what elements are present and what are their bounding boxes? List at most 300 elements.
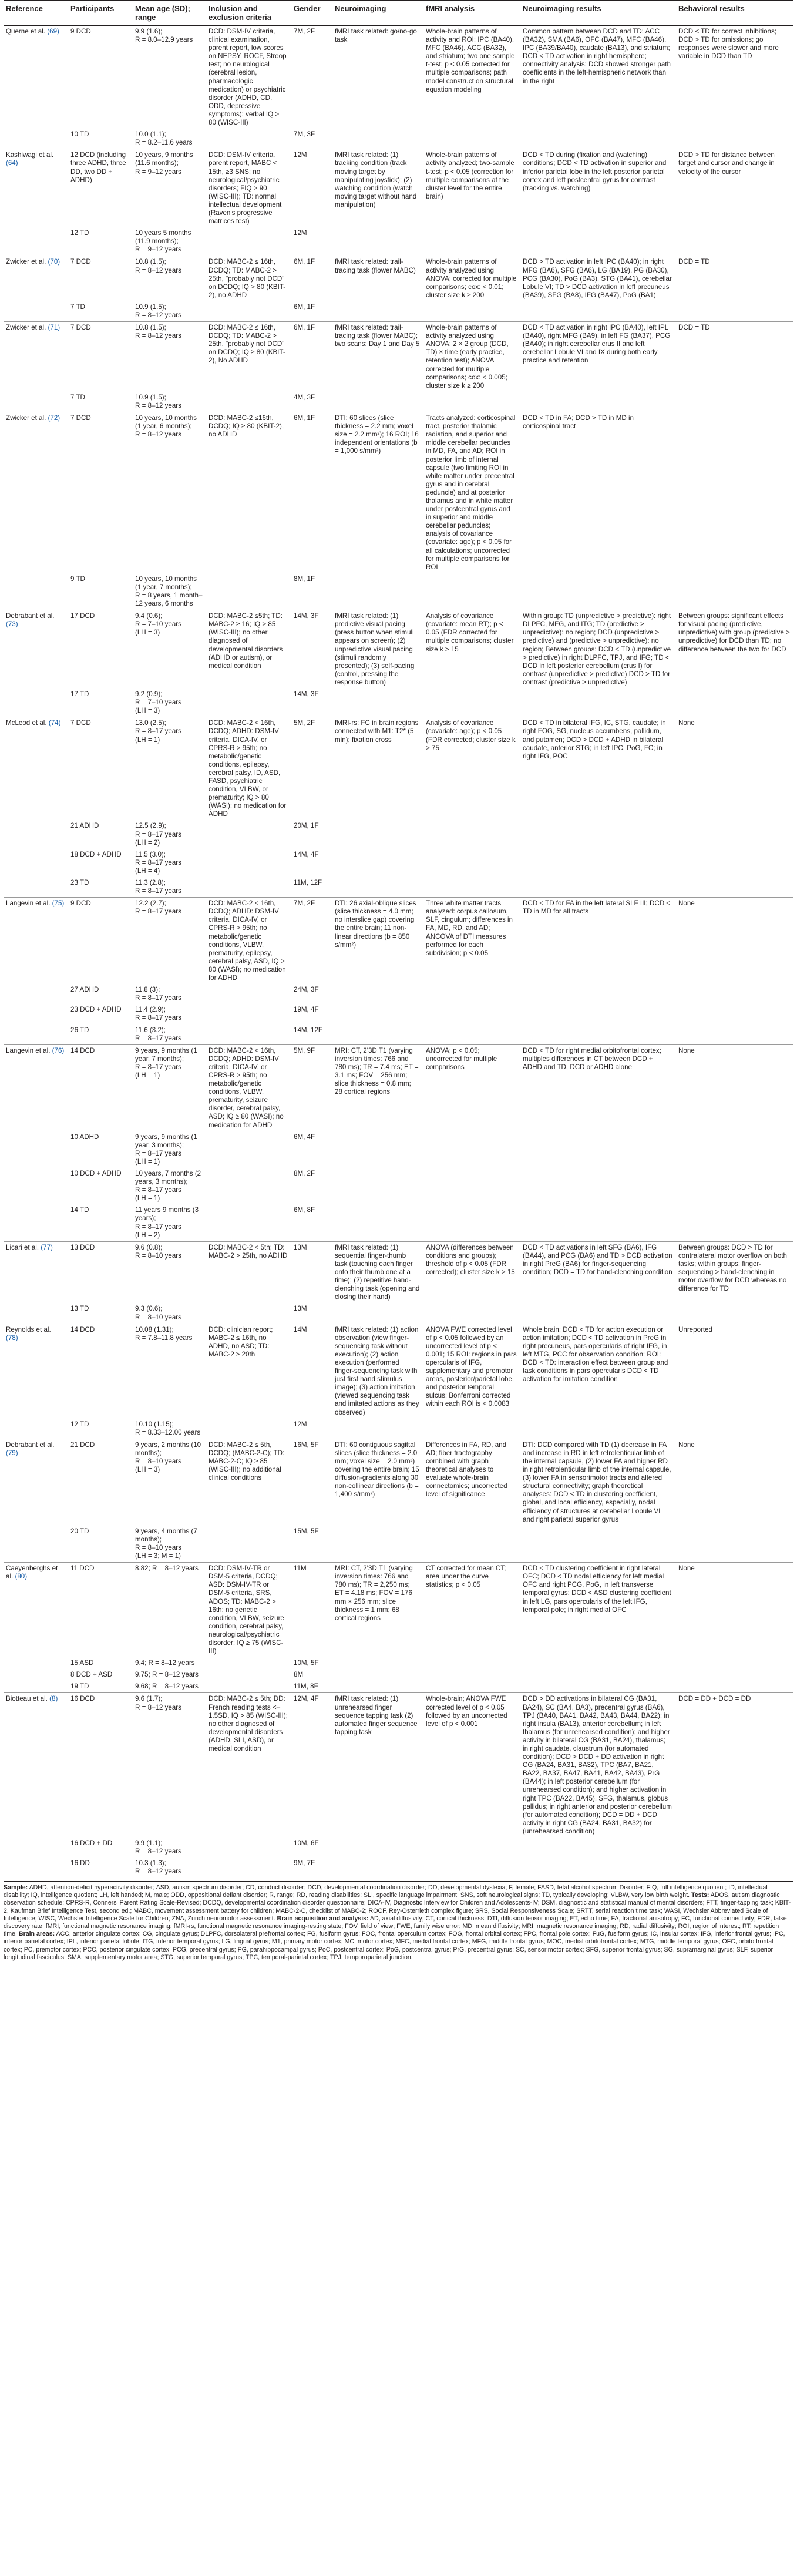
citation-link[interactable]: (71) — [48, 324, 60, 332]
gender-cell: 11M, 12F — [294, 879, 322, 886]
reference-cell — [4, 573, 68, 610]
criteria-cell — [206, 392, 291, 412]
analysis-cell — [423, 1131, 520, 1168]
footnote-label: Brain areas: — [18, 1930, 55, 1938]
footnote-label: Sample: — [4, 1884, 28, 1891]
citation-link[interactable]: (73) — [6, 620, 18, 629]
age-cell: 10 years, 9 months (11.6 months); R = 9–12 years — [133, 149, 206, 227]
neuroimaging-cell: MRI: CT, 2'3D T1 (varying inversion times: 766 and 780 ms); TR = 2,250 ms; ET = 4.18 ms; FOV = 176 mm × 256 mm; slice thickness = 1 mm; 68 cortical regions — [332, 1563, 423, 1658]
table-row — [4, 129, 793, 149]
neuroimaging-cell: fMRI task related: trail-tracing task (flower MABC); two scans: Day 1 and Day 5 — [332, 322, 423, 392]
neuroimaging-cell — [332, 129, 423, 149]
analysis-cell — [423, 877, 520, 898]
table-footnote — [4, 1881, 793, 1962]
analysis-cell — [423, 849, 520, 877]
criteria-cell — [206, 1004, 291, 1024]
behavior-cell — [676, 1131, 793, 1168]
criteria-cell: DCD: MABC-2 ≤ 5th; DD: French reading tests <–1.5SD, IQ > 85 (WISC-III); no other diagnosed of developmental disorders (ADHD, SLI, ASD), or medical condition — [206, 1693, 291, 1838]
age-cell: 10.08 (1.31); R = 7.8–11.8 years — [133, 1324, 206, 1419]
citation-link[interactable]: (72) — [48, 414, 60, 422]
citation-link[interactable]: (64) — [6, 159, 18, 167]
analysis-cell — [423, 984, 520, 1004]
table-row — [4, 1204, 793, 1241]
behavior-cell — [676, 1419, 793, 1439]
participants-cell: 16 DCD + DD — [70, 1839, 113, 1848]
reference-cell — [4, 849, 68, 877]
participants-cell: 7 DCD — [68, 412, 133, 573]
results-cell: DCD > TD activation in left IPC (BA40); in right MFG (BA6), SFG (BA6), LG (BA19), PG (BA30), PCG (BA30), PoG (BA3), STG (BA41), cerebellar Lobule VI; TD > DCD activation in left precuneus (BA39), SFG (BA8), IFG (BA47), PoG (BA1) — [520, 256, 676, 301]
participants-cell: 27 ADHD — [70, 986, 99, 994]
results-cell — [520, 1526, 676, 1563]
table-row — [4, 1838, 793, 1858]
neuroimaging-cell — [332, 1131, 423, 1168]
analysis-cell — [423, 1303, 520, 1324]
behavior-cell — [676, 1858, 793, 1878]
analysis-cell — [423, 227, 520, 256]
table-row — [4, 1858, 793, 1878]
table-row — [4, 1324, 793, 1419]
gender-cell: 12M — [294, 229, 307, 237]
neuroimaging-cell: MRI: CT, 2'3D T1 (varying inversion times: 766 and 780 ms); TR = 7.4 ms; ET = 3.1 ms; FOV = 256 mm; slice thickness = 0.8 mm; 28 cortical regions — [332, 1044, 423, 1131]
participants-cell: 13 TD — [70, 1305, 89, 1313]
participants-cell: 16 DD — [70, 1859, 90, 1868]
neuroimaging-cell — [332, 688, 423, 717]
neuroimaging-cell: DTI: 26 axial-oblique slices (slice thickness = 4.0 mm; no interslice gap) covering the entire brain; 11 non-linear directions (b = 850 s/mm²) — [332, 898, 423, 984]
participants-cell: 15 ASD — [70, 1659, 94, 1667]
participants-cell: 7 DCD — [68, 717, 133, 821]
participants-cell: 17 TD — [70, 690, 89, 698]
gender-cell: 6M, 8F — [294, 1206, 315, 1214]
criteria-cell — [206, 1025, 291, 1045]
age-cell: 9.4 (0.6); R = 7–10 years (LH = 3) — [133, 610, 206, 688]
behavior-cell — [676, 573, 793, 610]
age-cell: 13.0 (2.5); R = 8–17 years (LH = 1) — [133, 717, 206, 821]
column-header: Behavioral results — [676, 1, 793, 26]
analysis-cell: CT corrected for mean CT; area under the curve statistics; p < 0.05 — [423, 1563, 520, 1658]
footnote-text: ADHD, attention-deficit hyperactivity disorder; ASD, autism spectrum disorder; CD, conduct disorder; DCD, developmental coordination disorder; DD, developmental dyslexia; F, female; FASD, fetal alcohol spectrum Disorder; FIQ, full intelligence quotient; ID, intellectual disability; IQ, intelligence quotient; LH, left handed; M, male; ODD, oppositional defiant disorder; R, range; RD, reading disabilities; SLI, specific language impairment; SNS, soft neurological signs; TD, typically developing; VLBW, very low birth weight. — [4, 1884, 768, 1899]
reference-author: Debrabant et al. — [6, 612, 55, 620]
reference-cell — [4, 1563, 68, 1658]
age-cell: 10 years, 10 months (1 year, 6 months); R = 8–12 years — [133, 412, 206, 573]
analysis-cell: Whole-brain; ANOVA FWE corrected level of p < 0.05 followed by an uncorrected level of p < 0.001 — [423, 1693, 520, 1838]
criteria-cell — [206, 1168, 291, 1204]
age-cell: 11.3 (2.8); R = 8–17 years — [135, 879, 181, 895]
analysis-cell: Analysis of covariance (covariate: age); p < 0.05 (FDR corrected; cluster size k > 75 — [423, 717, 520, 821]
participants-cell: 9 DCD — [68, 898, 133, 984]
gender-cell: 6M, 1F — [291, 412, 332, 573]
gender-cell: 6M, 1F — [294, 303, 315, 311]
criteria-cell — [206, 227, 291, 256]
participants-cell: 10 DCD + ADHD — [70, 1170, 122, 1177]
table-row — [4, 1131, 793, 1168]
behavior-cell — [676, 392, 793, 412]
criteria-cell — [206, 877, 291, 898]
behavior-cell: DCD < TD for correct inhibitions; DCD > TD for omissions; go responses were slower and more variable in DCD than TD — [678, 28, 779, 61]
participants-cell: 21 DCD — [68, 1439, 133, 1525]
analysis-cell — [423, 1004, 520, 1024]
behavior-cell — [676, 1838, 793, 1858]
neuroimaging-cell — [332, 1025, 423, 1045]
neuroimaging-cell — [332, 1681, 423, 1693]
footnote-label: Tests: — [691, 1892, 709, 1899]
analysis-cell: Whole-brain patterns of activity analyzed using ANOVA: 2 × 2 group (DCD, TD) × time (early practice, retention test); ANOVA corrected for multiple comparisons; cox: < 0.005; cluster size k ≥ 200 — [423, 322, 520, 392]
results-cell — [520, 129, 676, 149]
results-cell: DCD < TD in bilateral IFG, IC, STG, caudate; in right FOG, SG, nucleus accumbens, pallidum, and putamen; DCD > DCD + ADHD in bilateral caudate, anterior STG; in left IPC, PoG, FC; in right IFG, POC — [520, 717, 676, 821]
gender-cell: 4M, 3F — [294, 393, 315, 401]
participants-cell: 14 TD — [70, 1206, 89, 1214]
reference-author: McLeod et al. — [6, 719, 47, 727]
criteria-cell — [206, 129, 291, 149]
age-cell: 9.6 (0.8); R = 8–10 years — [133, 1241, 206, 1303]
reference-cell — [4, 1693, 68, 1838]
criteria-cell: DCD: MABC-2 ≤5th; TD: MABC-2 ≥ 16; IQ > 85 (WISC-III); no other diagnosed of developmental disorders (ADHD or autism), or medical condition — [206, 610, 291, 688]
column-header: Gender — [291, 1, 332, 26]
age-cell: 9.68; R = 8–12 years — [135, 1682, 199, 1691]
neuroimaging-cell — [332, 1168, 423, 1204]
behavior-cell — [676, 1204, 793, 1241]
table-row — [4, 573, 793, 610]
participants-cell: 10 ADHD — [70, 1133, 99, 1141]
neuroimaging-cell — [332, 1526, 423, 1563]
criteria-cell — [206, 1131, 291, 1168]
reference-cell — [4, 1858, 68, 1878]
criteria-cell — [206, 1303, 291, 1324]
gender-cell: 13M — [294, 1305, 307, 1313]
age-cell: 9 years, 4 months (7 months); R = 8–10 years (LH = 3; M = 1) — [135, 1527, 197, 1560]
results-cell: DCD < TD activation in right IPC (BA40), left IPL (BA40), right MFG (BA9), in left FG (BA37), PCG (BA40); in right cerebellar crus II and left cerebellar Lobule VI and IX during both early practice and retention — [520, 322, 676, 392]
neuroimaging-cell — [332, 1303, 423, 1324]
results-cell: DCD > DD activations in bilateral CG (BA31, BA24), SC (BA4, BA3), precentral gyrus (BA6), TPJ (BA40, BA41, BA42, BA43, BA44, BA22); in right insula (BA13), anterior cerebellum; in left thalamus (for unrehearsed condition); and higher activity in bilateral CG (BA31, BA24), thalamus; in right caudate, claustrum (for automated condition); DCD > DCD + DD activation in right CG (BA24, BA31, BA32), TPC (BA7, BA21, BA22, BA37, BA47, BA41, BA42, BA43), PrG (BA44); in left posterior cerebellum (for unrehearsed condition); and higher activation in right TPC (BA22, BA45), SFG, thalamus, globus pallidus; in right anterior and posterior cerebellum (for automated condition); DCD = DD + DCD activity in right CG (BA24, BA31, BA32) for (unrehearsed condition) — [520, 1693, 676, 1838]
behavior-cell: DCD > TD for distance between target and cursor and change in velocity of the cursor — [676, 149, 793, 227]
analysis-cell — [423, 1025, 520, 1045]
reference-author: Biotteau et al. — [6, 1695, 48, 1703]
gender-cell: 8M, 2F — [294, 1170, 315, 1177]
criteria-cell: DCD: MABC-2 ≤ 5th, DCDQ; (MABC-2-C); TD: MABC-2-C; IQ ≥ 85 (WISC-III); no additional clinical conditions — [206, 1439, 291, 1525]
analysis-cell: Tracts analyzed: corticospinal tract, posterior thalamic radiation, and superior and middle cerebellar peduncles in MD, FA, and AD; ROI in posterior limb of internal capsule (two limiting ROI in white matter under precentral gyrus and in cerebral peduncle) and at posterior thalamus and in white matter under postcentral gyrus and in superior and middle cerebellar peduncles; analysis of covariance (covariate: age); p < 0.05 for all calculations; uncorrected for multiple comparisons for ROI — [423, 412, 520, 573]
age-cell: 12.5 (2.9); R = 8–17 years (LH = 2) — [135, 822, 181, 847]
gender-cell: 7M, 2F — [294, 28, 315, 35]
table-row — [4, 877, 793, 898]
participants-cell: 9 DCD — [70, 28, 91, 35]
gender-cell: 12M, 4F — [291, 1693, 332, 1838]
reference-cell — [4, 1131, 68, 1168]
results-cell — [520, 820, 676, 848]
footnote-text: AD, axial diffusivity; CT, cortical thickness; DTI, diffusion tensor imaging; ET, echo time; FA, fractional anisotropy; FC, functional connectivity; FDR, false discovery rate; fMRI, functional magnetic resonance imaging; fMRI-rs, functional magnetic resonance imaging-resting state; FOV, field of view; FWE, family wise error; MD, mean diffusivity; MRI, magnetic resonance imaging; RD, radial diffusivity; ROI, region of interest; RT, repetition time. — [4, 1915, 787, 1938]
citation-link[interactable]: (69) — [47, 28, 59, 35]
footnote-text: ACC, anterior cingulate cortex; CG, cingulate gyrus; DLPFC, dorsolateral prefrontal cortex; FG, fusiform gyrus; FOC, frontal operculum cortex; FOG, frontal orbital cortex; FPC, frontal pole cortex; FuG, fusiform gyrus; IC, insular cortex; IFG, inferior frontal gyrus; IPC, inferior parietal cortex; IPL, inferior parietal lobule; ITG, inferior temporal gyrus; LG, lingual gyrus; M1, primary motor cortex; MC, motor cortex; MFC, medial frontal cortex; MFG, middle frontal gyrus; MOC, medial orbitofrontal cortex; MTG, middle temporal gyrus; OFC, orbito frontal cortex; PC, premotor cortex; PCC, posterior cingulate cortex; PCG, precentral gyrus; PG, parahippocampal gyrus; PoC, postcentral cortex; PoG, postcentral gyrus; PrG, precentral gyrus; SC, sensorimotor cortex; SFG, superior frontal gyrus; SG, supramarginal gyrus; SLF, superior longitudinal fasciculus; SMA, supplementary motor area; STG, superior temporal gyrus; TPC, temporal-parietal cortex; TPJ, temporoparietal junction. — [4, 1930, 785, 1961]
citation-link[interactable]: (8) — [49, 1695, 58, 1703]
reference-cell — [4, 717, 68, 821]
reference-cell — [4, 149, 68, 227]
table-row — [4, 1303, 793, 1324]
age-cell: 10 years, 7 months (2 years, 3 months); R = 8–17 years (LH = 1) — [135, 1170, 201, 1203]
neuroimaging-cell — [332, 849, 423, 877]
table-row — [4, 1693, 793, 1838]
results-cell — [520, 688, 676, 717]
criteria-cell — [206, 573, 291, 610]
participants-cell: 12 TD — [70, 229, 89, 237]
citation-link[interactable]: (80) — [15, 1573, 28, 1581]
age-cell: 11.5 (3.0); R = 8–17 years (LH = 4) — [135, 850, 181, 875]
behavior-cell — [676, 412, 793, 573]
age-cell: 9.3 (0.6); R = 8–10 years — [135, 1305, 181, 1321]
reference-cell — [4, 877, 68, 898]
table-row — [4, 1681, 793, 1693]
gender-cell: 5M, 9F — [291, 1044, 332, 1131]
age-cell: 11.4 (2.9); R = 8–17 years — [135, 1006, 181, 1022]
age-cell: 9.75; R = 8–12 years — [135, 1671, 199, 1679]
results-cell — [520, 1419, 676, 1439]
reference-cell — [4, 322, 68, 392]
participants-cell: 12 TD — [70, 1420, 89, 1428]
table-row — [4, 26, 793, 129]
criteria-cell: DCD: clinician report; MABC-2 ≤ 16th, no ADHD, no ASD; TD: MABC-2 ≥ 20th — [206, 1324, 291, 1419]
table-row — [4, 610, 793, 688]
analysis-cell — [423, 573, 520, 610]
participants-cell: 12 DCD (including three ADHD, three DD, two DD + ADHD) — [68, 149, 133, 227]
age-cell: 9 years, 2 months (10 months); R = 8–10 years (LH = 3) — [133, 1439, 206, 1525]
reference-cell — [4, 1526, 68, 1563]
age-cell: 10.3 (1.3); R = 8–12 years — [135, 1859, 181, 1876]
citation-link[interactable]: (75) — [52, 899, 65, 908]
neuroimaging-cell: fMRI task related: (1) sequential finger-thumb task (touching each finger onto their thumb one at a time); (2) repetitive hand-clenching task (opening and closing their hand) — [332, 1241, 423, 1303]
neuroimaging-cell: fMRI task related: (1) action observation (view finger-sequencing task without execution); (2) action execution (performed finger-sequencing task with just first hand stimulus image); (3) action imitation (viewed sequencing task and imitated actions as they observed) — [332, 1324, 423, 1419]
reference-cell — [4, 1838, 68, 1858]
column-header: fMRI analysis — [423, 1, 520, 26]
reference-cell — [4, 1303, 68, 1324]
criteria-cell — [206, 1838, 291, 1858]
criteria-cell: DCD: MABC-2 < 16th, DCDQ; ADHD: DSM-IV criteria, DICA-IV, or CPRS-R > 95th; no metabolic/genetic conditions, VLBW, prematurity, seizure disorder, cerebral palsy, ASD; IQ ≥ 80 (WASI); no medication for ADHD — [206, 1044, 291, 1131]
column-header: Reference — [4, 1, 68, 26]
participants-cell: 23 DCD + ADHD — [70, 1006, 122, 1014]
table-row — [4, 256, 793, 301]
gender-cell: 13M — [291, 1241, 332, 1303]
neuroimaging-cell — [332, 877, 423, 898]
behavior-cell: DCD = DD + DCD = DD — [676, 1693, 793, 1838]
age-cell: 11.8 (3); R = 8–17 years — [135, 986, 181, 1002]
age-cell: 10.8 (1.5); R = 8–12 years — [133, 256, 206, 301]
table-body — [4, 26, 793, 1878]
behavior-cell — [676, 1526, 793, 1563]
results-cell: Within group: TD (unpredictive > predictive): right DLPFC, MFG, and ITG; TD (predictive > unpredictive): no region; DCD (unpredictive > predictive) and (predictive > unpredictive): no region; Between groups: DCD < TD (unpredictive > predictive) in right DLPFC, TPJ, and IFG; TD < DCD in left posterior cerebellum (crus I) for contrast (unpredictive > predictive) DCD > TD for contrast (predictive > unpredictive) — [520, 610, 676, 688]
reference-cell — [4, 26, 68, 129]
criteria-cell — [206, 688, 291, 717]
results-cell — [520, 1168, 676, 1204]
participants-cell: 21 ADHD — [70, 822, 99, 830]
age-cell: 10 years, 10 months (1 year, 7 months); R = 8 years, 1 month–12 years, 6 months — [135, 575, 203, 608]
analysis-cell — [423, 1204, 520, 1241]
behavior-cell: None — [676, 1563, 793, 1658]
citation-link[interactable]: (76) — [52, 1046, 65, 1054]
neuroimaging-cell — [332, 1004, 423, 1024]
age-cell: 8.82; R = 8–12 years — [133, 1563, 206, 1658]
behavior-cell — [676, 129, 793, 149]
results-cell — [520, 877, 676, 898]
analysis-cell: Three white matter tracts analyzed: corpus callosum, SLF, cingulum; differences in FA, MD, RD, and AD; ANCOVA of DTI measures performed for each subdivision; p < 0.05 — [423, 898, 520, 984]
results-cell — [520, 1004, 676, 1024]
results-cell — [520, 849, 676, 877]
citation-link[interactable]: (74) — [48, 719, 61, 727]
participants-cell: 23 TD — [70, 879, 89, 886]
behavior-cell — [676, 849, 793, 877]
criteria-cell — [206, 1526, 291, 1563]
table-row — [4, 1241, 793, 1303]
participants-cell: 13 DCD — [68, 1241, 133, 1303]
results-cell — [520, 1838, 676, 1858]
gender-cell: 6M, 4F — [294, 1133, 315, 1141]
analysis-cell — [423, 1168, 520, 1204]
age-cell: 10 years 5 months (11.9 months); R = 9–12 years — [135, 229, 191, 254]
reference-author: Reynolds et al. — [6, 1325, 51, 1334]
participants-cell: 10 TD — [70, 130, 89, 139]
age-cell: 10.8 (1.5); R = 8–12 years — [133, 322, 206, 392]
analysis-cell — [423, 1657, 520, 1669]
age-cell: 10.9 (1.5); R = 8–12 years — [135, 393, 181, 409]
table-row — [4, 322, 793, 392]
behavior-cell — [676, 301, 793, 322]
reference-author: Querne et al. — [6, 28, 46, 35]
gender-cell: 10M, 6F — [294, 1839, 319, 1848]
analysis-cell: Whole-brain patterns of activity analyzed using ANOVA; corrected for multiple comparisons; cox: < 0.01; cluster size k ≥ 200 — [423, 256, 520, 301]
participants-cell: 7 DCD — [68, 256, 133, 301]
criteria-cell — [206, 1681, 291, 1693]
participants-cell: 18 DCD + ADHD — [70, 850, 122, 858]
table-row — [4, 1025, 793, 1045]
table-row — [4, 1419, 793, 1439]
reference-cell — [4, 256, 68, 301]
gender-cell: 12M — [291, 149, 332, 227]
participants-cell: 19 TD — [70, 1682, 89, 1691]
age-cell: 9.4; R = 8–12 years — [135, 1659, 195, 1667]
neuroimaging-cell — [332, 1419, 423, 1439]
analysis-cell: Whole-brain patterns of activity and ROI: IPC (BA40), MFC (BA46), ACC (BA32), and striatum; two one sample t-test; p < 0.05 corrected for multiple comparisons; path model construct on structural equation modeling — [426, 28, 515, 93]
criteria-cell — [206, 1669, 291, 1681]
results-cell — [520, 984, 676, 1004]
neuroimaging-cell — [332, 301, 423, 322]
reference-author: Debrabant et al. — [6, 1440, 55, 1449]
table-row — [4, 820, 793, 848]
criteria-cell — [206, 820, 291, 848]
participants-cell: 14 DCD — [68, 1324, 133, 1419]
reference-cell — [4, 820, 68, 848]
age-cell: 10.0 (1.1); R = 8.2–11.6 years — [135, 130, 193, 147]
age-cell: 9 years, 9 months (1 year, 3 months); R = 8–17 years (LH = 1) — [135, 1133, 197, 1166]
table-row — [4, 1044, 793, 1131]
criteria-cell — [206, 1858, 291, 1878]
neuroimaging-cell: fMRI task related: (1) unrehearsed finger sequence tapping task (2) automated finger sequence tapping task — [332, 1693, 423, 1838]
results-cell — [520, 1025, 676, 1045]
results-cell — [520, 573, 676, 610]
analysis-cell — [423, 1419, 520, 1439]
citation-link[interactable]: (70) — [48, 258, 60, 266]
citation-link[interactable]: (79) — [6, 1449, 18, 1457]
analysis-cell — [423, 1838, 520, 1858]
reference-cell — [4, 984, 68, 1004]
reference-author: Zwicker et al. — [6, 258, 46, 266]
reference-cell — [4, 1439, 68, 1525]
behavior-cell — [676, 1004, 793, 1024]
table-row — [4, 849, 793, 877]
gender-cell: 12M — [294, 1420, 307, 1428]
participants-cell: 17 DCD — [68, 610, 133, 688]
table-row — [4, 1526, 793, 1563]
table-row — [4, 1657, 793, 1669]
table-row — [4, 984, 793, 1004]
footnote-label: Brain acquisition and analysis: — [277, 1915, 369, 1922]
behavior-cell: Unreported — [676, 1324, 793, 1419]
neuroimaging-cell — [332, 1858, 423, 1878]
reference-cell — [4, 1657, 68, 1669]
reference-author: Licari et al. — [6, 1243, 39, 1251]
neuroimaging-cell — [332, 1838, 423, 1858]
results-cell — [520, 227, 676, 256]
analysis-cell — [423, 688, 520, 717]
table-row — [4, 412, 793, 573]
results-cell: DCD < TD activations in left SFG (BA6), IFG (BA44), and PCG (BA6) and TD > DCD activation in right PreG (BA6) for finger-sequencing condition; DCD = TD for hand-clenching condition — [520, 1241, 676, 1303]
criteria-cell: DCD: DSM-IV criteria, clinical examination, parent report, low scores on NEPSY, ROCF, Stroop test; no neurological (cerebral lesion, pharmacologic medication) or psychiatric disorder (ADHD, CD, ODD, depressive symptoms); verbal IQ > 80 (WISC-III) — [209, 28, 287, 127]
citation-link[interactable]: (77) — [41, 1243, 53, 1251]
results-cell: DCD < TD for FA in the left lateral SLF III; DCD < TD in MD for all tracts — [520, 898, 676, 984]
table-row — [4, 1168, 793, 1204]
gender-cell: 9M, 7F — [294, 1859, 315, 1868]
age-cell: 9.9 (1.1); R = 8–12 years — [135, 1839, 181, 1856]
participants-cell: 26 TD — [70, 1026, 89, 1034]
participants-cell: 7 TD — [70, 303, 85, 311]
criteria-cell: DCD: MABC-2 ≤16th, DCDQ; IQ ≥ 80 (KBIT-2), no ADHD — [206, 412, 291, 573]
participants-cell: 8 DCD + ASD — [70, 1671, 113, 1679]
gender-cell: 14M, 3F — [294, 690, 319, 698]
table-row — [4, 1439, 793, 1525]
citation-link[interactable]: (78) — [6, 1334, 18, 1342]
table-header-row — [4, 1, 793, 26]
results-cell — [520, 301, 676, 322]
age-cell: 11.6 (3.2); R = 8–17 years — [135, 1026, 181, 1042]
gender-cell: 14M, 4F — [294, 850, 319, 858]
age-cell: 11 years 9 months (3 years); R = 8–17 years (LH = 2) — [135, 1206, 199, 1239]
reference-cell — [4, 129, 68, 149]
reference-author: Zwicker et al. — [6, 414, 46, 422]
reference-cell — [4, 1669, 68, 1681]
gender-cell: 16M, 5F — [291, 1439, 332, 1525]
age-cell: 10.9 (1.5); R = 8–12 years — [135, 303, 181, 319]
age-cell: 9.2 (0.9); R = 7–10 years (LH = 3) — [135, 690, 181, 715]
participants-cell: 16 DCD — [68, 1693, 133, 1838]
gender-cell: 15M, 5F — [294, 1527, 319, 1535]
results-cell — [520, 1303, 676, 1324]
participants-cell: 7 TD — [70, 393, 85, 401]
neuroimaging-cell — [332, 1657, 423, 1669]
results-cell: DCD < TD clustering coefficient in right lateral OFC; DCD < TD nodal efficiency for left medial OFC and right PCG, PoG, in left transverse temporal gyrus; DCD < ASD clustering coefficient in left LG, pars opercularis of the left IFG, temporal pole; in right medial OFC — [520, 1563, 676, 1658]
reference-author: Caeyenberghs et al. — [6, 1564, 58, 1581]
age-cell: 9 years, 9 months (1 year, 7 months); R = 8–17 years (LH = 1) — [133, 1044, 206, 1131]
reference-author: Langevin et al. — [6, 1046, 51, 1054]
age-cell: 9.9 (1.6); R = 8.0–12.9 years — [135, 28, 193, 44]
gender-cell: 6M, 1F — [291, 322, 332, 392]
reference-cell — [4, 392, 68, 412]
analysis-cell: Whole-brain patterns of activity analyzed; two-sample t-test; p < 0.05 (correction for multiple comparisons at the cluster level for the entire brain) — [423, 149, 520, 227]
table-row — [4, 227, 793, 256]
results-cell: DCD < TD in FA; DCD > TD in MD in corticospinal tract — [520, 412, 676, 573]
neuroimaging-cell: fMRI-rs: FC in brain regions connected with M1: T2* (5 min); fixation cross — [332, 717, 423, 821]
neuroimaging-cell: DTI: 60 contiguous sagittal slices (slice thickness = 2.0 mm; voxel size = 2.0 mm³) covering the entire brain; 15 diffusion-gradients along 30 non-collinear directions (b = 1,400 s/mm²) — [332, 1439, 423, 1525]
behavior-cell: None — [676, 1439, 793, 1525]
neuroimaging-cell: DTI: 60 slices (slice thickness = 2.2 mm; voxel size = 2.2 mm³); 16 ROI; 16 independent orientations (b = 1,000 s/mm²) — [332, 412, 423, 573]
behavior-cell — [676, 1168, 793, 1204]
analysis-cell — [423, 1526, 520, 1563]
table-row — [4, 1004, 793, 1024]
results-cell — [520, 1669, 676, 1681]
results-cell: Whole brain: DCD < TD for action execution or action imitation; DCD < TD activation in PreG in right precuneus, pars opercularis of right IFG, in left MTG, PCC for observation condition; ROI: DCD < TD: interaction effect between group and task conditions in pars opercularis DCD < TD activation for imitation condition — [520, 1324, 676, 1419]
